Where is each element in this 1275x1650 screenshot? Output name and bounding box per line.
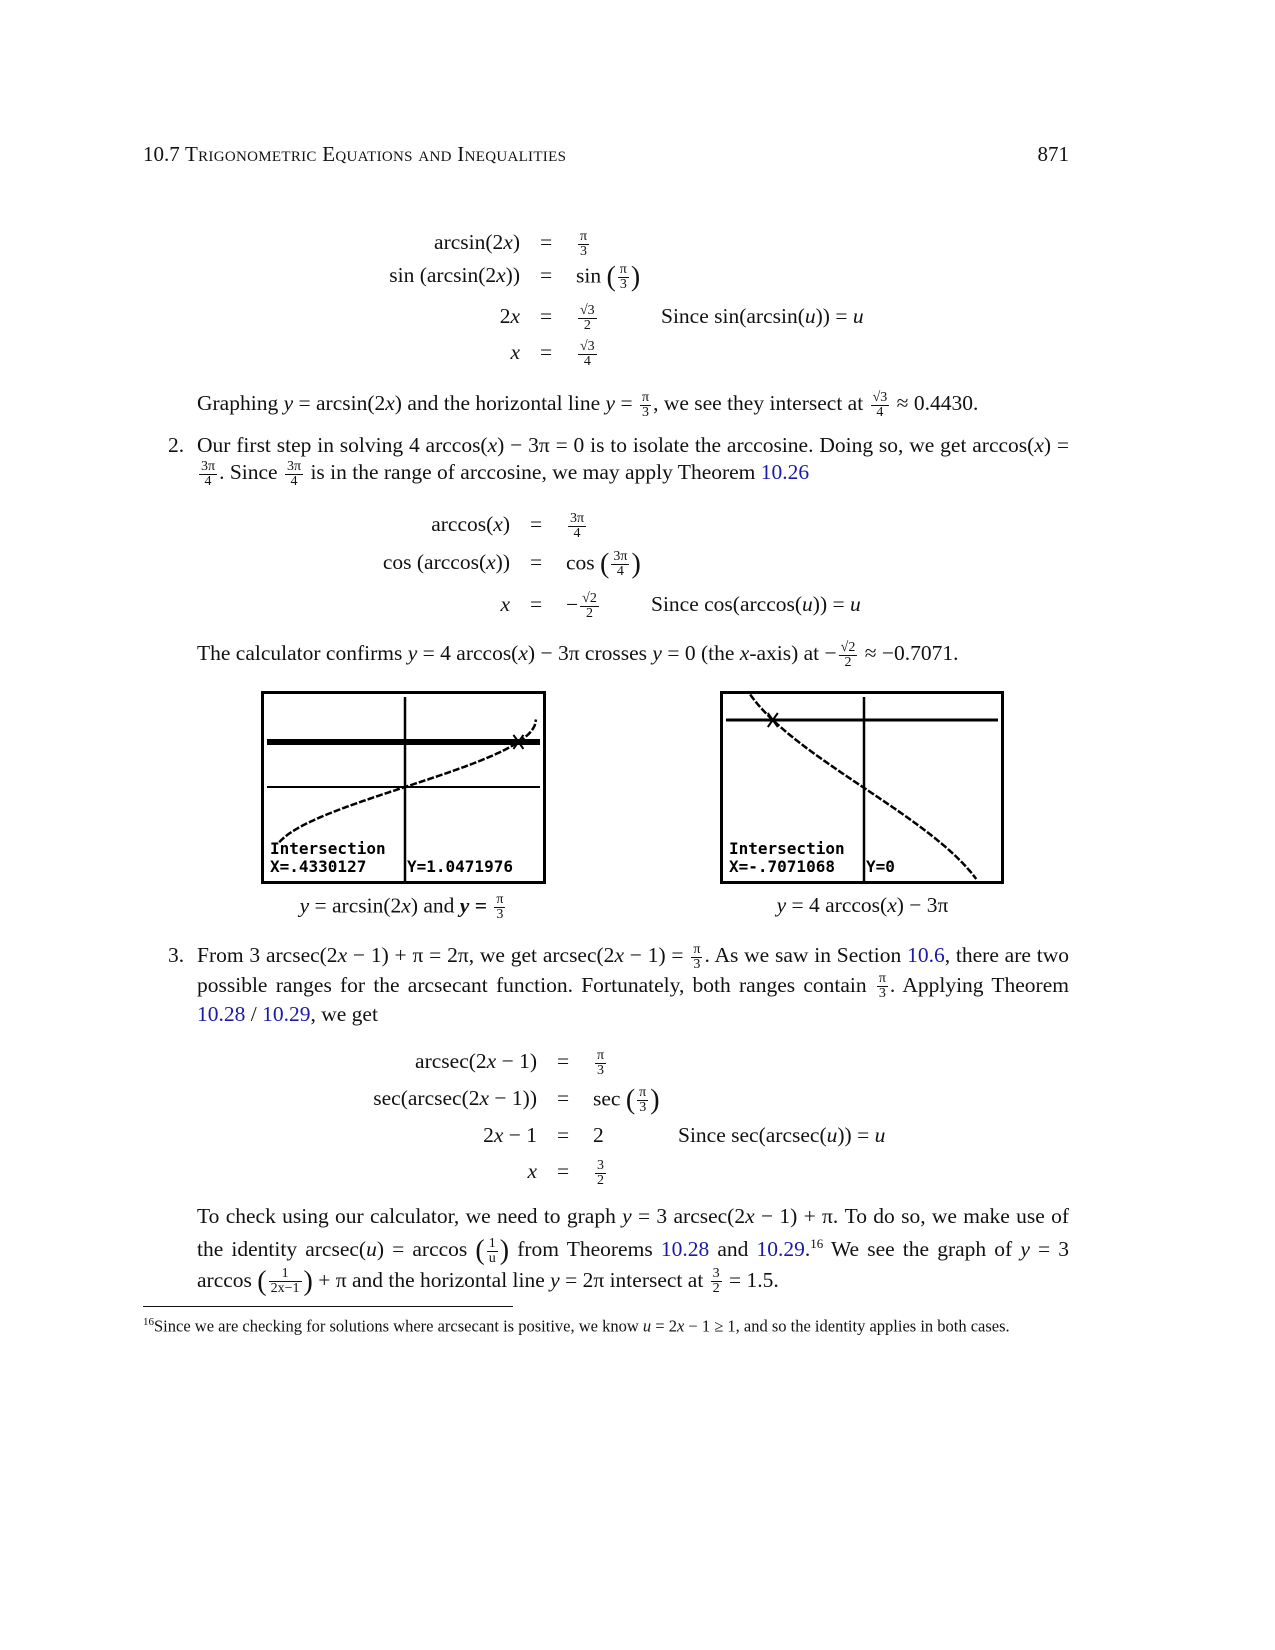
numerator: π — [878, 971, 886, 987]
fraction — [611, 550, 629, 579]
denominator: 3 — [597, 1063, 605, 1078]
parenthesis: ( — [600, 548, 610, 580]
text-run: − 1) = — [623, 943, 690, 967]
equals-sign: = — [557, 1159, 570, 1183]
equation-rhs — [566, 592, 601, 621]
math-variable: y — [407, 641, 418, 665]
math-variable: x — [739, 641, 750, 665]
text-run: arcsec(2 — [415, 1049, 487, 1073]
equation-note — [651, 592, 861, 617]
math-variable: x — [676, 1316, 685, 1336]
text-run: We see the graph of — [823, 1237, 1021, 1262]
denominator: 4 — [616, 564, 624, 579]
text-run: − 1)) — [489, 1086, 537, 1110]
text-run: ) and the horizontal line — [394, 391, 606, 415]
intersection-label: Intersection — [729, 839, 845, 858]
equals-sign: = — [557, 1123, 570, 1147]
text-run: ) − 3π — [896, 893, 949, 917]
text-run: Graphing — [197, 391, 284, 415]
parenthesis: ) — [650, 1084, 660, 1116]
denominator: 4 — [290, 473, 298, 489]
parenthesis: ) — [303, 1265, 313, 1297]
denominator: 4 — [573, 526, 581, 541]
fraction — [285, 460, 303, 489]
text-run: Since sec(arcsec( — [678, 1123, 827, 1147]
equation-rhs — [593, 1123, 604, 1148]
text-run: Since we are checking for solutions where arcsecant is positive, we know — [154, 1316, 643, 1336]
fraction — [578, 304, 597, 333]
fraction — [711, 1267, 722, 1296]
text-run: − — [566, 592, 579, 617]
equation-row — [0, 263, 1275, 293]
text-run: from Theorems — [509, 1237, 661, 1262]
math-variable: y — [1020, 1237, 1030, 1262]
text-run: − 1) + π = 2π, we get arcsec(2 — [347, 943, 615, 967]
text-run: )) = — [837, 1123, 875, 1147]
text-run: . — [804, 1237, 811, 1262]
equation-rhs — [593, 1159, 608, 1188]
fraction — [595, 1159, 606, 1188]
math-variable: u — [804, 304, 816, 328]
numerator: 3π — [286, 458, 302, 474]
math-variable: x — [887, 893, 897, 917]
math-variable: x — [527, 1159, 537, 1183]
denominator: 3 — [642, 404, 650, 420]
math-variable: x — [510, 340, 520, 364]
math-variable: u — [366, 1237, 377, 1262]
section-heading: 10.7 Trigonometric Equations and Inequalities — [143, 142, 567, 166]
equation-lhs — [383, 550, 510, 575]
parenthesis: ( — [625, 1084, 636, 1116]
text-run: 2 — [483, 1123, 494, 1147]
calculator-screen-2 — [720, 691, 1004, 884]
text-run: sec — [593, 1086, 626, 1111]
cross-reference-link[interactable]: 10.29 — [262, 1002, 311, 1027]
cross-reference-link[interactable]: 10.28 — [660, 1237, 710, 1262]
x-readout: X=-.7071068 — [729, 857, 835, 876]
math-variable: y — [283, 391, 294, 415]
equation-rhs — [576, 304, 599, 333]
math-variable: y — [299, 893, 310, 918]
denominator: 2 — [583, 318, 591, 333]
numerator: π — [619, 262, 627, 277]
equation-rhs — [576, 340, 599, 369]
denominator: 2 — [585, 606, 593, 621]
text-run: − 1 — [503, 1123, 537, 1147]
text-run: sin (arcsin(2 — [389, 263, 497, 287]
math-variable: y — [622, 1204, 632, 1228]
numerator: 1 — [488, 1235, 496, 1251]
numerator: π — [693, 941, 701, 957]
fraction — [871, 391, 890, 420]
text-run: , we get — [310, 1002, 378, 1027]
denominator: 3 — [639, 1100, 647, 1115]
math-variable: y — [605, 391, 616, 415]
parenthesis: ( — [475, 1235, 485, 1267]
text-run: = 4 arccos( — [786, 893, 888, 917]
equation-lhs — [434, 230, 520, 255]
text-run: / — [245, 1002, 263, 1027]
text-run: arccos( — [431, 512, 494, 536]
fraction — [568, 512, 586, 541]
graph-arccos — [723, 694, 1001, 881]
numerator: √2 — [582, 591, 597, 606]
equation-row — [0, 1049, 1275, 1079]
text-run: To check using our calculator, we need to graph — [197, 1204, 623, 1228]
numerator: √3 — [580, 303, 595, 318]
text-run: and — [709, 1237, 757, 1262]
item-number: 3. — [168, 943, 185, 967]
text-run: = 4 arccos( — [417, 641, 519, 665]
denominator: 2 — [844, 654, 852, 670]
denominator: 3 — [878, 986, 886, 1002]
text-run: = 2π intersect at — [559, 1267, 709, 1292]
text-run: ) − 3π = 0 is to isolate the arccosine. Doing so, we get arccos( — [497, 433, 1035, 457]
equation-rhs — [566, 550, 641, 579]
equation-note — [661, 304, 864, 329]
x-readout: X=.4330127 — [270, 857, 367, 876]
fraction — [618, 263, 629, 292]
numerator: 3π — [201, 458, 216, 474]
parenthesis: ) — [630, 261, 641, 293]
fraction — [691, 943, 702, 972]
denominator: 4 — [876, 404, 884, 420]
page-number: 871 — [1037, 142, 1069, 166]
equation-rhs — [593, 1086, 660, 1115]
caption-1 — [261, 893, 546, 922]
equation-lhs — [500, 592, 510, 617]
equation-lhs — [510, 340, 520, 365]
numerator: 1 — [269, 1267, 302, 1282]
item-number: 2. — [168, 433, 185, 457]
text-run: , we see they intersect at — [653, 391, 869, 415]
text-run: is in the range of arccosine, we may apply Theorem — [305, 460, 761, 484]
bold-math: y = — [459, 893, 493, 918]
text-run: = 1.5. — [723, 1267, 779, 1292]
math-variable: x — [401, 893, 411, 918]
denominator: 2 — [597, 1173, 604, 1188]
text-run: )) = — [812, 592, 850, 616]
math-variable: u — [849, 592, 861, 616]
equation-lhs — [415, 1049, 537, 1074]
list-item-3 — [168, 942, 1069, 1028]
paragraph — [197, 390, 1069, 420]
numerator: π — [597, 1048, 605, 1063]
equation-row — [0, 1159, 1275, 1189]
text-run: ) = — [1043, 433, 1069, 457]
section-title: Trigonometric Equations and Inequalities — [185, 142, 567, 166]
text-run: cos — [566, 550, 601, 575]
equation-row — [0, 550, 1275, 580]
equation-rhs — [593, 1049, 608, 1078]
math-variable: x — [486, 1049, 497, 1073]
numerator: 3π — [570, 511, 585, 526]
parenthesis: ) — [631, 548, 641, 580]
equation-row — [0, 1123, 1275, 1153]
math-variable: x — [337, 943, 348, 967]
equals-sign: = — [557, 1086, 570, 1110]
parenthesis: ( — [606, 261, 616, 293]
text-run: , there are two possible ranges for the arcsecant function. Fortunately, both ranges contain — [197, 943, 1069, 997]
equation-rhs — [566, 512, 588, 541]
footnote-marker[interactable]: 16 — [810, 1236, 824, 1251]
page-header — [143, 142, 1069, 167]
intersection-label: Intersection — [270, 839, 386, 858]
fraction — [839, 641, 858, 670]
text-run: Since sin(arcsin( — [661, 304, 805, 328]
text-run: ) — [502, 512, 510, 536]
math-variable: x — [510, 304, 520, 328]
y-readout: Y=0 — [866, 857, 895, 876]
equals-sign: = — [530, 592, 543, 616]
item-text — [197, 942, 1069, 1028]
text-run: − 1) + π. To do so, we make use of the identity arcsec( — [197, 1204, 1070, 1262]
equation-rhs — [576, 230, 591, 259]
denominator: 3 — [580, 244, 588, 259]
text-run: . As we saw in Section — [704, 943, 908, 967]
numerator: π — [496, 892, 504, 907]
equals-sign: = — [540, 230, 553, 254]
denominator: 2 — [712, 1281, 720, 1297]
equation-lhs — [431, 512, 510, 537]
text-run: ≈ −0.7071. — [859, 641, 959, 665]
text-run: = 3 arccos — [197, 1237, 1070, 1292]
equals-sign: = — [540, 304, 553, 328]
math-variable: x — [745, 1204, 755, 1228]
numerator: 3 — [597, 1158, 604, 1173]
equation-lhs — [483, 1123, 537, 1148]
fraction — [595, 1049, 606, 1078]
footnote — [143, 1311, 1069, 1338]
equals-sign: = — [540, 340, 553, 364]
text-run: . Since — [219, 460, 283, 484]
numerator: √3 — [580, 339, 595, 354]
equation-row — [0, 1086, 1275, 1116]
fraction — [578, 230, 589, 259]
fraction — [637, 1086, 648, 1115]
numerator: √2 — [840, 639, 856, 655]
math-variable: x — [487, 433, 498, 457]
equals-sign: = — [540, 263, 553, 287]
numerator: 3π — [613, 549, 628, 564]
fraction — [640, 391, 651, 420]
text-run: ) − 3π crosses — [527, 641, 653, 665]
fraction — [578, 340, 597, 369]
text-run: . Applying Theorem — [889, 972, 1069, 997]
numerator: π — [580, 229, 588, 244]
numerator: √3 — [872, 389, 888, 405]
paragraph — [197, 640, 1069, 670]
math-variable: u — [826, 1123, 838, 1147]
y-readout: Y=1.0471976 — [407, 857, 513, 876]
text-run: = 3 arcsec(2 — [631, 1204, 746, 1228]
text-run: ) and — [410, 893, 460, 918]
math-variable: y — [652, 641, 662, 665]
text-run: = arcsin(2 — [293, 391, 386, 415]
equation-lhs — [500, 304, 520, 329]
text-run: arcsin(2 — [434, 230, 504, 254]
parenthesis: ) — [499, 1235, 510, 1267]
equals-sign: = — [530, 512, 543, 536]
text-run: Our first step in solving 4 arccos( — [197, 433, 488, 457]
fraction — [580, 592, 599, 621]
text-run: + π and the horizontal line — [312, 1267, 551, 1292]
text-run: )) — [505, 263, 520, 287]
text-run: = 2 — [651, 1316, 677, 1336]
math-variable: x — [493, 512, 503, 536]
item-text — [197, 432, 1069, 489]
numerator: π — [639, 1085, 647, 1100]
equation-row — [0, 230, 1275, 260]
text-run: sin — [576, 263, 607, 288]
denominator: 3 — [496, 907, 504, 922]
math-variable: x — [518, 641, 528, 665]
text-run: = 0 (the — [661, 641, 740, 665]
text-run: From 3 arcsec(2 — [197, 943, 338, 967]
denominator: u — [488, 1250, 496, 1266]
text-run: )) = — [815, 304, 853, 328]
fraction — [877, 972, 888, 1001]
equals-sign: = — [530, 550, 543, 574]
fraction — [487, 1237, 498, 1266]
math-variable: u — [852, 304, 864, 328]
denominator: 3 — [619, 277, 627, 292]
equation-note — [678, 1123, 885, 1148]
footnote-marker[interactable]: 16 — [143, 1316, 154, 1328]
numerator: 3 — [712, 1266, 720, 1282]
text-run: − 1 ≥ 1, and so the identity applies in both cases. — [684, 1316, 1010, 1336]
denominator: 2x−1 — [270, 1281, 300, 1297]
denominator: 3 — [693, 956, 701, 972]
math-variable: x — [385, 391, 395, 415]
footnote-rule — [143, 1306, 513, 1307]
math-variable: x — [1034, 433, 1044, 457]
math-variable: x — [479, 1086, 490, 1110]
text-run: cos (arccos( — [382, 550, 487, 574]
equation-lhs — [389, 263, 520, 288]
math-variable: x — [486, 550, 496, 574]
text-run: )) — [495, 550, 510, 574]
equation-row — [0, 304, 1275, 334]
math-variable: x — [503, 230, 513, 254]
math-variable: y — [776, 893, 787, 917]
text-run: -axis) at − — [749, 641, 837, 665]
arcsin-curve — [279, 720, 536, 843]
paragraph — [197, 1202, 1069, 1296]
fraction — [269, 1267, 302, 1296]
text-run: 2 — [593, 1123, 604, 1147]
equation-row — [0, 340, 1275, 370]
fraction — [199, 460, 217, 489]
math-variable: y — [550, 1267, 560, 1292]
text-run: ) = arccos — [376, 1237, 476, 1262]
math-variable: u — [802, 592, 813, 616]
text-run: Since cos(arccos( — [651, 592, 803, 616]
denominator: 4 — [204, 473, 212, 489]
equals-sign: = — [557, 1049, 570, 1073]
math-variable: x — [614, 943, 624, 967]
math-variable: x — [500, 592, 510, 616]
cross-reference-link[interactable]: 10.26 — [760, 460, 810, 484]
text-run: − 1) — [496, 1049, 537, 1073]
equation-lhs — [373, 1086, 537, 1111]
caption-2 — [720, 893, 1005, 918]
math-variable: x — [493, 1123, 504, 1147]
list-item-2 — [168, 432, 1069, 489]
math-variable: u — [874, 1123, 886, 1147]
cross-reference-link[interactable]: 10.28 — [197, 1002, 246, 1027]
text-run: ≈ 0.4430. — [891, 391, 979, 415]
cross-reference-link[interactable]: 10.6 — [907, 943, 945, 967]
parenthesis: ( — [257, 1265, 267, 1297]
cross-reference-link[interactable]: 10.29 — [756, 1237, 805, 1262]
equation-lhs — [527, 1159, 537, 1184]
numerator: π — [641, 389, 650, 405]
math-variable: x — [496, 263, 506, 287]
text-run: 2 — [499, 304, 511, 328]
equation-row — [0, 592, 1275, 622]
denominator: 4 — [583, 354, 591, 369]
fraction — [494, 893, 505, 922]
text-run: The calculator confirms — [197, 641, 408, 665]
math-variable: u — [642, 1316, 652, 1336]
text-run: sec(arcsec(2 — [373, 1086, 480, 1110]
graph-arcsin — [264, 694, 543, 881]
text-run: = — [615, 391, 638, 415]
text-run: = arcsin(2 — [309, 893, 402, 918]
equation-rhs — [576, 263, 640, 292]
equation-row — [0, 512, 1275, 542]
calculator-screen-1 — [261, 691, 546, 884]
text-run: ) — [512, 230, 520, 254]
